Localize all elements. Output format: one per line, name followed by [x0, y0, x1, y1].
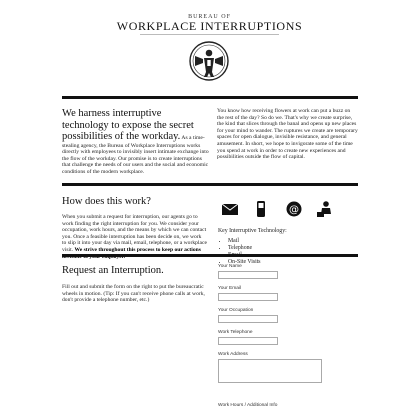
intro-lead: We harness interruptive technology to expose the secret possibilities of the workday. [62, 108, 194, 142]
address-label: Work Address [218, 352, 248, 357]
request-heading: Request an Interruption. [62, 265, 164, 276]
intro-right-text: You know how receiving flowers at work can put a buzz on the rest of the day? So do we. That's why we create surprise, the kind that slices through the banal and opens up new places for your mind to wander. The ruptures we create are temporary spaces for open dialogue, invisible resistance, and general amusement. In short, we hope to invigorate some of the time you spend at work in order to create new experiences and possibilities outside the flow of capital. [217, 108, 358, 161]
address-field[interactable] [218, 359, 322, 383]
how-body-bold: We strive throughout this process to keep our actions [74, 246, 201, 253]
brand-title: WORKPLACE INTERRUPTIONS [116, 19, 303, 33]
email-field[interactable] [218, 293, 278, 301]
email-label: Your Email [218, 286, 242, 291]
telephone-field[interactable] [218, 337, 278, 345]
how-heading: How does this work? [62, 196, 151, 207]
svg-text:@: @ [289, 204, 299, 216]
key-technology-list [218, 238, 261, 266]
section-rule [62, 254, 358, 257]
key-technology-heading: Key Interruptive Technology: [218, 228, 287, 234]
header-divider [140, 34, 279, 35]
mail-icon [219, 200, 241, 218]
key-item-on-site-visits: • On-Site Visits [228, 259, 261, 266]
key-item-mail: • Mail [228, 238, 261, 245]
on-site-visit-icon [313, 200, 335, 218]
name-field[interactable] [218, 271, 278, 279]
section-rule [62, 183, 358, 186]
section-rule [62, 96, 358, 99]
additional-info-label: Work Hours / Additional Info [218, 403, 278, 408]
occupation-field[interactable] [218, 315, 278, 323]
intro-section [62, 108, 209, 175]
how-body-text: When you submit a request for interruption, our agents go to work finding the right interruption for you. We consider your occupation, work hours, and the means by which we can contact you. Once a feasible interruption has been decide on, we work to slip it into your day via mail, email, telephone, or a workplace visit. [62, 214, 207, 253]
email-icon [283, 200, 305, 218]
brand-subtitle: BUREAU OF [188, 14, 231, 20]
intro-body: As a time-stealing agency, the Bureau of Workplace Interruptions works directly with employees to invisibly insert intimate exchange into the flow of the workday. Our promise is to create interruptions that challenge the needs of our users and the social and economic conditions of the modern workplace. [62, 135, 209, 175]
name-label: Your Name [218, 264, 242, 269]
occupation-label: Your Occupation [218, 308, 254, 313]
telephone-label: Work Telephone [218, 330, 253, 335]
key-item-telephone: • Telephone [228, 245, 261, 252]
telephone-icon [250, 200, 272, 218]
bureau-emblem-icon [188, 40, 230, 82]
request-body: Fill out and submit the form on the right to put the bureaucratic wheels in motion. (Tip: If you can't receive phone calls at work, don't provide a telephone number, etc.) [62, 284, 205, 304]
